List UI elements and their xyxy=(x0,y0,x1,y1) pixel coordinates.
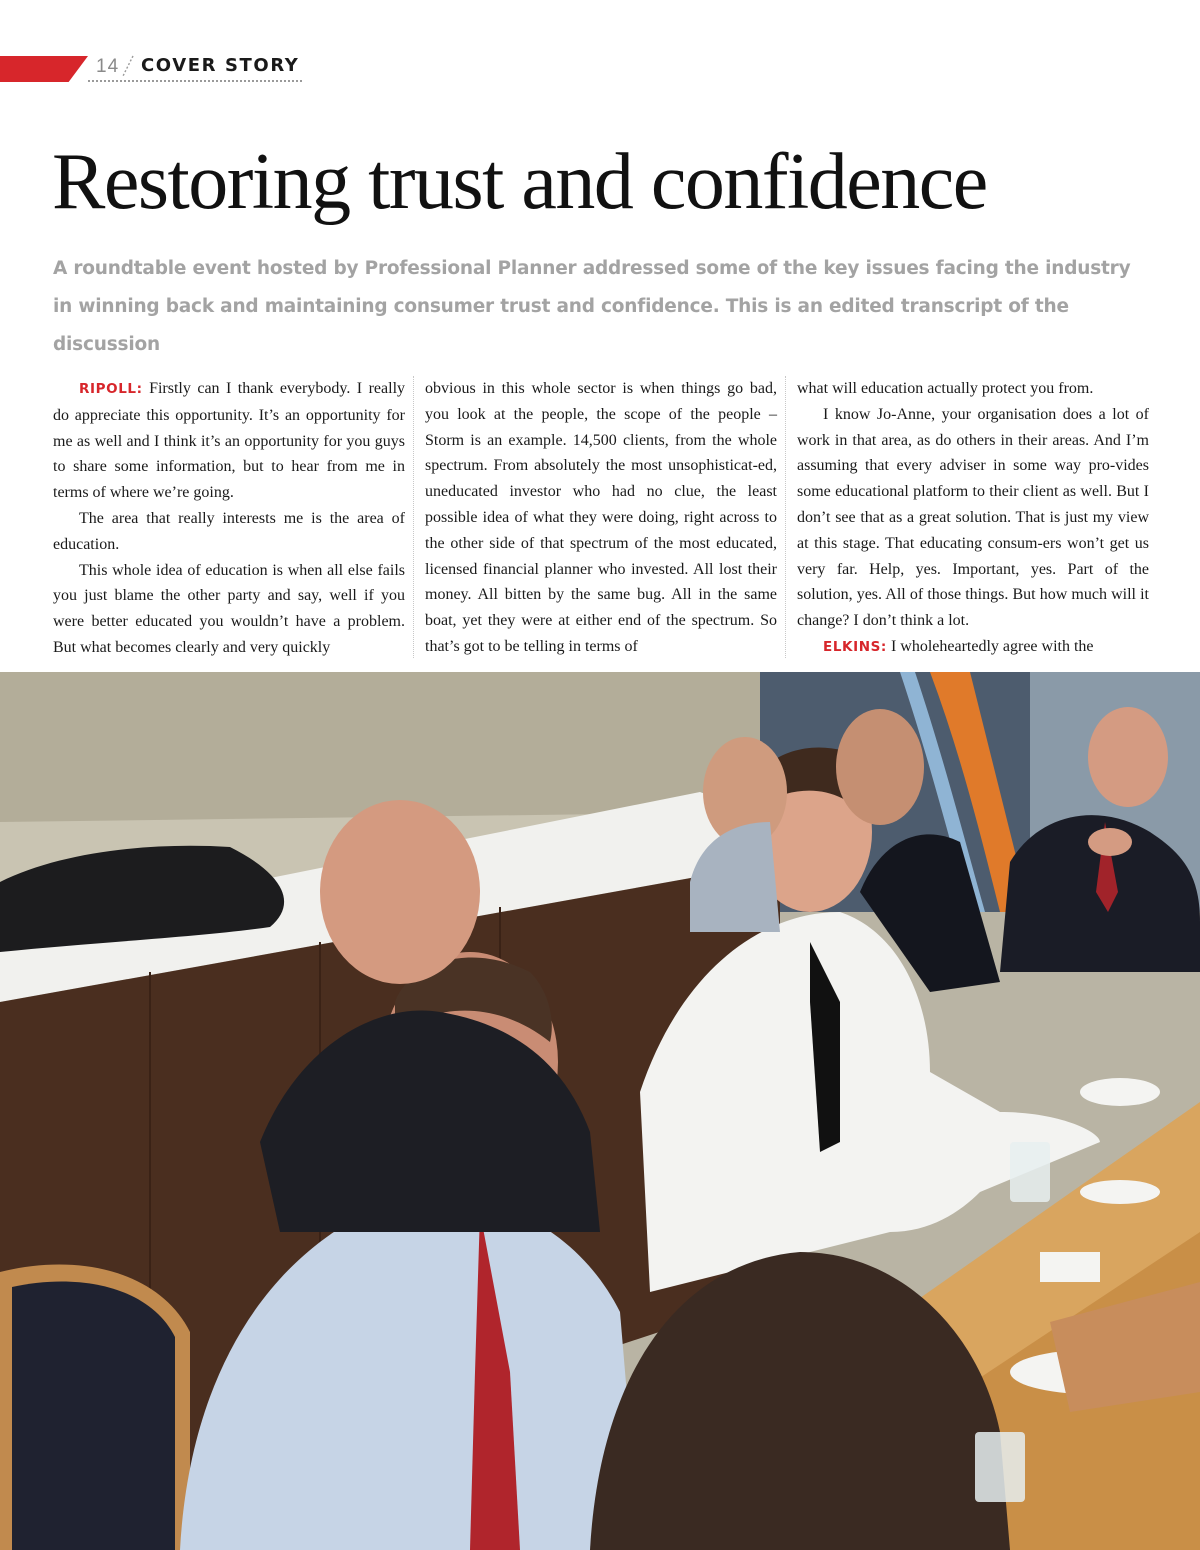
paragraph: This whole idea of education is when all else fails you just blame the other party and say, well if you were better educated you wouldn’t have a problem. But what becomes clearly and very quickly xyxy=(53,561,405,656)
paragraph: obvious in this whole sector is when things go bad, you look at the people, the scope of the people – Storm is an example. 14,500 clients, from the whole spectrum. From absolutely the most unsophisticat-ed, uneducated investor who had no clue, the least possible idea of what they were doing, right across to the other side of that spectrum of the most educated, licensed financial planner who invested. All lost their money. All bitten by the same bug. All in the same boat, yet they were at either end of the spectrum. So that’s got to be telling in terms of xyxy=(425,380,777,655)
speaker-label: RIPOLL: xyxy=(79,381,143,397)
roundtable-photo xyxy=(0,672,1200,1550)
body-column-2 xyxy=(425,376,777,660)
section-accent-bar xyxy=(0,56,88,82)
slash-divider-icon xyxy=(121,54,135,78)
article-standfirst: A roundtable event hosted by Professional Planner addressed some of the key issues facing the industry in winning back and maintaining consumer trust and confidence. This is an edited transcript of the discussion xyxy=(53,258,1131,355)
paragraph: The area that really interests me is the area of education. xyxy=(53,509,405,553)
page-number: 14 xyxy=(96,56,120,77)
column-divider xyxy=(413,376,414,658)
column-divider xyxy=(785,376,786,658)
section-header xyxy=(0,50,320,84)
paragraph-text: Firstly can I thank everybody. I really do appreciate this opportunity. It’s an opportunity for me as well and I think it’s an opportunity for you guys to share some information, but to hear from me in terms of where we’re going. xyxy=(53,380,406,502)
dotted-rule xyxy=(88,80,302,82)
paragraph xyxy=(53,376,405,506)
paragraph-text: I wholeheartedly agree with the xyxy=(890,637,1094,655)
paragraph: I know Jo-Anne, your organisation does a lot of work in that area, as do others in their areas. And I’m assuming that every adviser in some way pro-vides some educational platform to their client as well. But I don’t see that as a great solution. That is just my view at this stage. That educating consum-ers won’t get us very far. Help, yes. Important, yes. Part of the solution, yes. All of those things. But how much will it change? I don’t think a lot. xyxy=(797,405,1149,630)
body-column-1 xyxy=(53,376,405,661)
paragraph: what will education actually protect you from. xyxy=(797,380,1094,397)
photo-illustration xyxy=(0,672,1200,1550)
section-label: COVER STORY xyxy=(141,55,300,76)
speaker-label: ELKINS: xyxy=(823,638,887,655)
paragraph xyxy=(797,634,1149,661)
body-column-3 xyxy=(797,376,1149,661)
article-title: Restoring trust and confidence xyxy=(52,138,987,226)
